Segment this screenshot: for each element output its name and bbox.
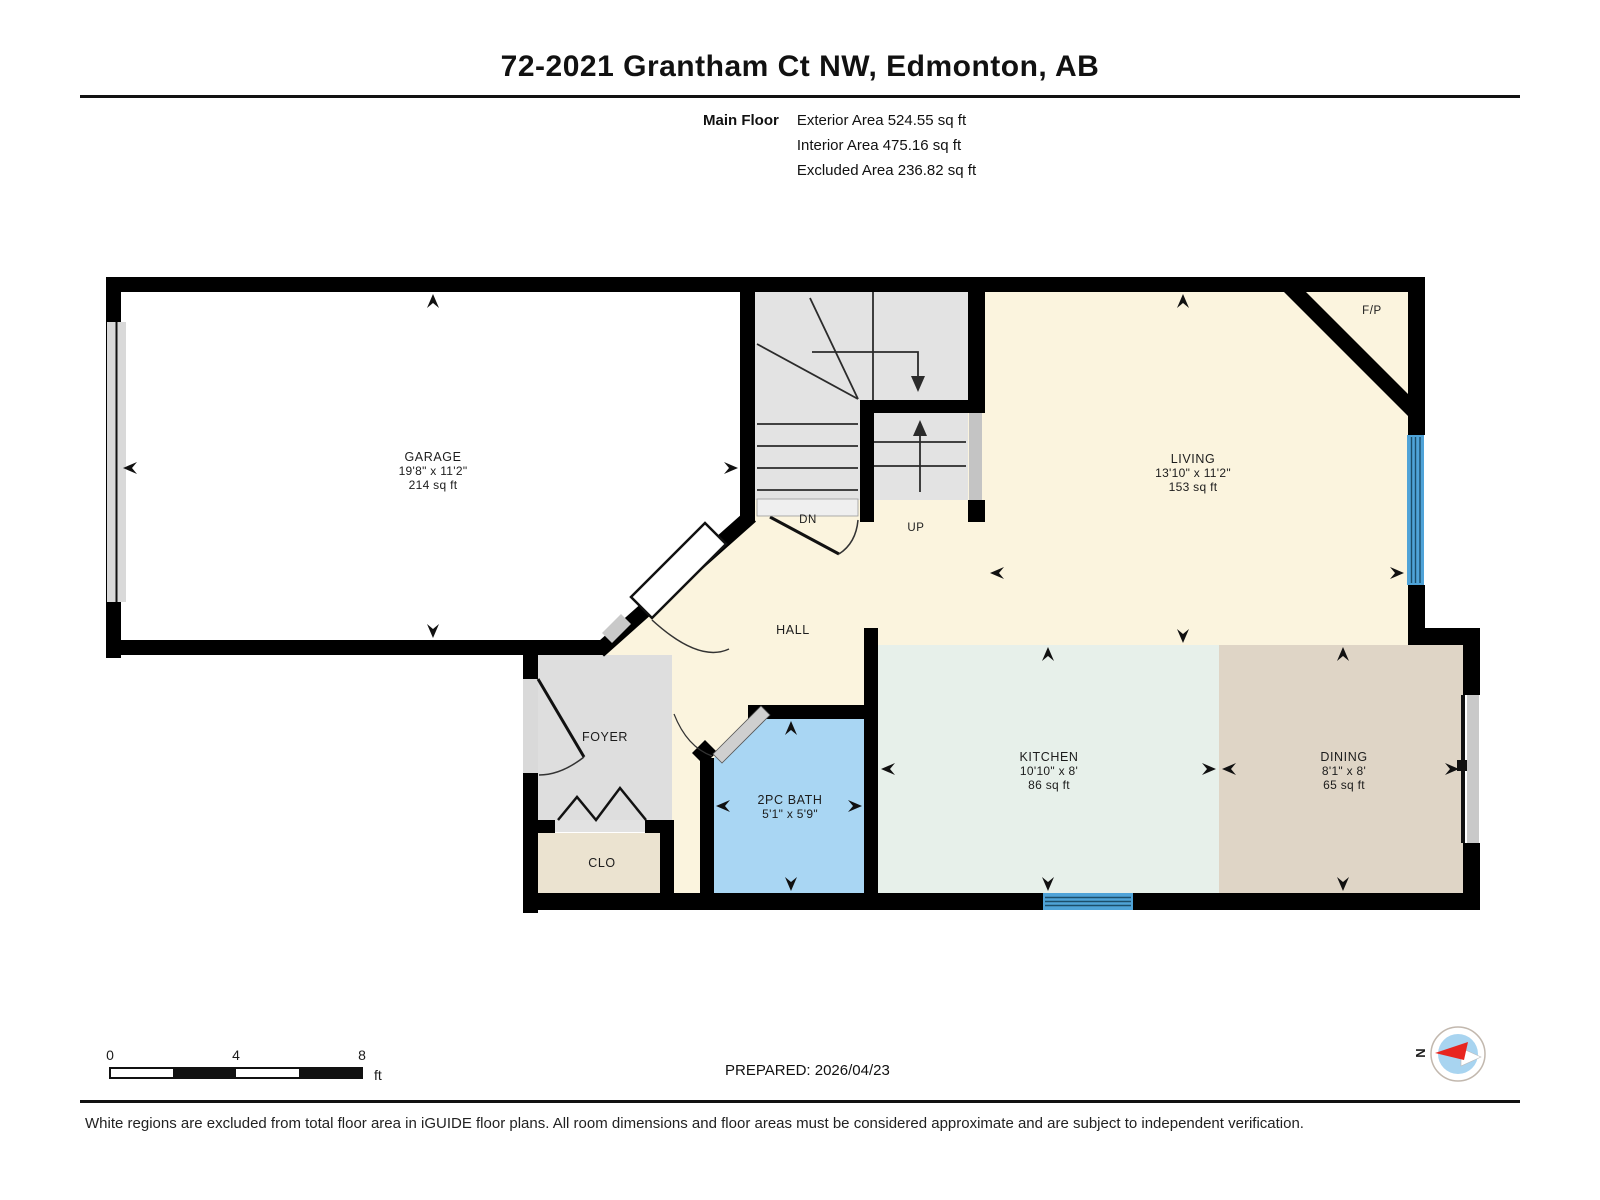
garage-area: 214 sq ft <box>408 478 458 492</box>
garage-arrow-up-icon <box>427 294 439 308</box>
patio-door-handle <box>1457 760 1467 771</box>
scale-unit: ft <box>374 1067 382 1083</box>
bath-label: 2PC BATH <box>757 793 823 807</box>
kitchen-area: 86 sq ft <box>1028 778 1070 792</box>
wall-dining-right-top <box>1463 645 1480 695</box>
stairs-down-label: DN <box>799 514 817 526</box>
interior-area: Interior Area 475.16 sq ft <box>796 137 962 154</box>
stair-rail <box>969 413 982 500</box>
wall-stairs-divider-h <box>860 400 985 413</box>
wall-stairs-left <box>740 292 755 522</box>
wall-foyer-left-stub <box>523 655 538 679</box>
wall-kitchen-bath <box>864 628 878 893</box>
wall-bath-left <box>700 758 714 893</box>
wall-dining-step <box>1408 628 1480 645</box>
wall-living-right-upper <box>1408 292 1425 435</box>
bath-dims: 5'1" x 5'9" <box>762 807 818 821</box>
compass-icon <box>1413 1027 1485 1081</box>
wall-top <box>106 277 1425 292</box>
scale-tick-4: 4 <box>232 1047 240 1063</box>
disclaimer-text: White regions are excluded from total floor area in iGUIDE floor plans. All room dimensions and floor areas must be considered approximate and are subject to independent verification. <box>85 1115 1304 1132</box>
garage-label: GARAGE <box>404 450 462 464</box>
wall-closet-top-right-stub <box>645 820 674 833</box>
exterior-area: Exterior Area 524.55 sq ft <box>796 112 967 129</box>
hall-label: HALL <box>776 623 810 637</box>
dining-label: DINING <box>1320 750 1368 764</box>
scale-bar-segment <box>299 1068 362 1078</box>
dining-area: 65 sq ft <box>1323 778 1365 792</box>
stairs-left-run-floor <box>755 400 860 500</box>
wall-garage-bottom <box>106 640 604 655</box>
garage-dims: 19'8" x 11'2" <box>398 464 468 478</box>
floor-label: Main Floor <box>703 112 779 129</box>
scale-bar-segment <box>173 1068 236 1078</box>
kitchen-label: KITCHEN <box>1019 750 1079 764</box>
stairs-up-label: UP <box>907 522 925 534</box>
scale-tick-8: 8 <box>358 1047 366 1063</box>
garage-arrow-right-icon <box>724 462 738 474</box>
wall-stairs-divider-v <box>860 400 874 522</box>
compass-north-label: N <box>1413 1048 1428 1058</box>
dining-dims: 8'1" x 8' <box>1321 764 1367 778</box>
closet-label: CLO <box>588 856 616 870</box>
prepared-date: PREPARED: 2026/04/23 <box>725 1062 890 1079</box>
excluded-area: Excluded Area 236.82 sq ft <box>796 162 977 179</box>
patio-door-track <box>1467 695 1479 843</box>
wall-foyer-left-lower <box>523 773 538 913</box>
living-label: LIVING <box>1170 452 1216 466</box>
living-area: 153 sq ft <box>1168 480 1218 494</box>
page-title: 72-2021 Grantham Ct NW, Edmonton, AB <box>500 50 1100 83</box>
garage-arrow-down-icon <box>427 624 439 638</box>
kitchen-dims: 10'10" x 8' <box>1019 764 1079 778</box>
living-dims: 13'10" x 11'2" <box>1155 466 1231 480</box>
wall-stairs-stub-right <box>968 500 985 522</box>
entry-door-threshold <box>523 679 538 773</box>
wall-bottom <box>523 893 1480 910</box>
wall-closet-top-left-stub <box>523 820 555 833</box>
wall-stairs-right <box>968 292 985 407</box>
foyer-label: FOYER <box>581 730 629 744</box>
stairs-up-run-floor <box>874 400 968 500</box>
scale-tick-0: 0 <box>106 1047 114 1063</box>
scale-bar <box>106 1047 382 1083</box>
closet-opening <box>555 820 645 832</box>
fireplace-label: F/P <box>1362 305 1382 317</box>
footer-rule <box>80 1100 1520 1103</box>
stairs-upper-floor <box>755 292 968 400</box>
